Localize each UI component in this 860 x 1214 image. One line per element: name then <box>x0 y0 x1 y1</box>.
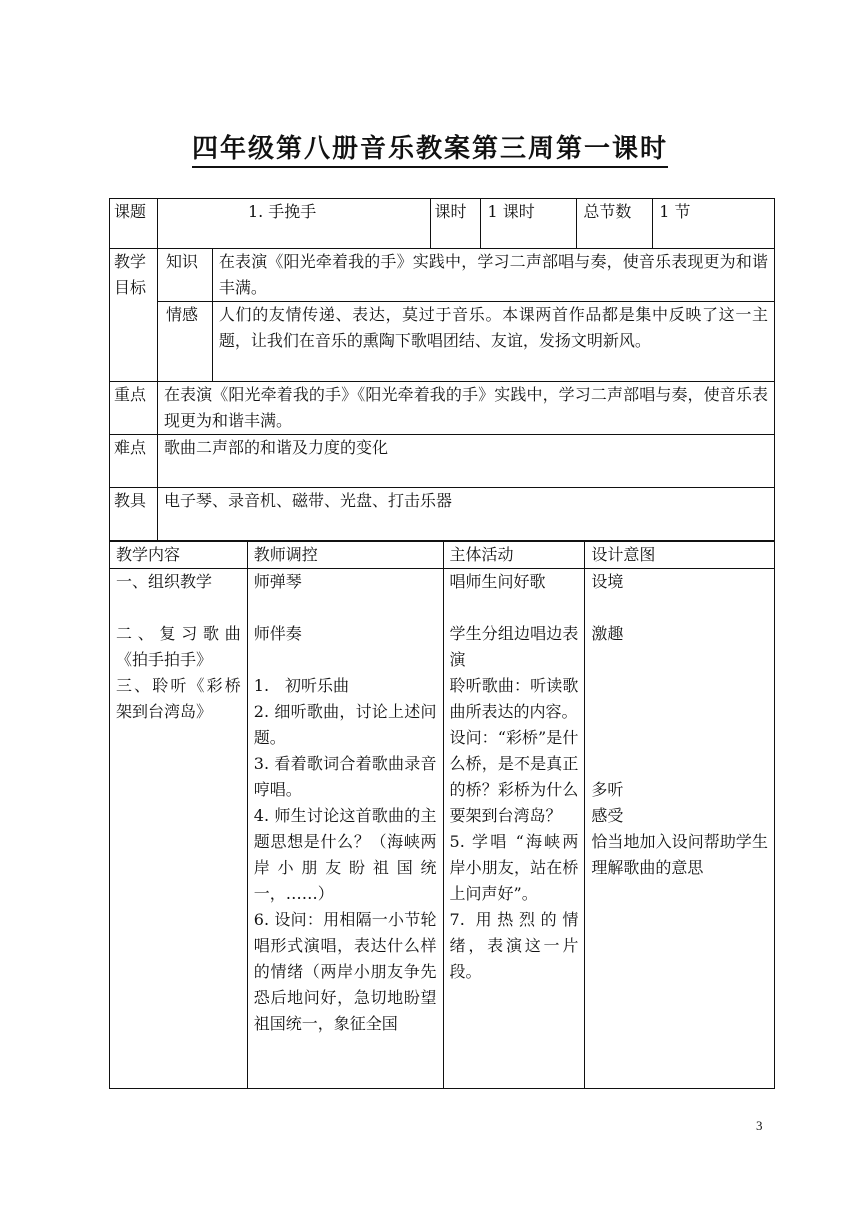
teacher-step: 师弹琴 <box>253 572 302 591</box>
process-table <box>109 541 775 1089</box>
tools-label: 教具 <box>110 488 158 541</box>
student-activity: 唱师生问好歌 <box>449 572 546 591</box>
header-intent: 设计意图 <box>585 542 775 569</box>
student-activity: 聆听歌曲：听读歌曲所表达的内容。 <box>449 676 579 721</box>
knowledge-text: 在表演《阳光牵着我的手》实践中，学习二声部唱与奏，使音乐表现更为和谐丰满。 <box>212 249 774 302</box>
key-text: 在表演《阳光牵着我的手》《阳光牵着我的手》实践中，学习二声部唱与奏，使音乐表现更为和谐丰满。 <box>157 382 774 435</box>
lesson-info-table <box>109 198 775 541</box>
difficulty-text: 歌曲二声部的和谐及力度的变化 <box>157 435 774 488</box>
emotion-label: 情感 <box>157 302 212 382</box>
student-activity: 5. 学唱 “海峡两岸小朋友，站在桥上问声好”。 <box>449 832 579 903</box>
knowledge-label: 知识 <box>157 249 212 302</box>
page-title <box>0 128 860 165</box>
tools-text: 电子琴、录音机、磁带、光盘、打击乐器 <box>157 488 774 541</box>
student-activity: 设问：“彩桥”是什么桥，是不是真正的桥？彩桥为什么要架到台湾岛？ <box>449 728 579 825</box>
goal-label: 教学目标 <box>110 249 158 382</box>
difficulty-label: 难点 <box>110 435 158 488</box>
key-label: 重点 <box>110 382 158 435</box>
topic-row <box>110 199 775 249</box>
teacher-step: 2. 细听歌曲，讨论上述问题。 <box>253 702 437 747</box>
header-teacher: 教师调控 <box>247 542 443 569</box>
teacher-step: 1. 初听乐曲 <box>253 676 350 695</box>
intent-note: 多听 <box>591 780 624 799</box>
page-title-text: 四年级第八册音乐教案第三周第一课时 <box>192 134 668 168</box>
page-number: 3 <box>756 1118 763 1133</box>
period-value: 1 课时 <box>481 199 577 249</box>
intent-note: 感受 <box>591 806 624 825</box>
total-label: 总节数 <box>577 199 653 249</box>
intent-note: 激趣 <box>591 624 624 643</box>
content-item: 一、组织教学 <box>116 572 213 591</box>
topic-label: 课题 <box>110 199 158 249</box>
difficulty-row <box>110 435 775 488</box>
student-activity: 7. 用热烈的情绪，表演这一片段。 <box>449 910 579 981</box>
content-item: 三、聆听《彩桥架到台湾岛》 <box>116 676 241 721</box>
total-value: 1 节 <box>653 199 775 249</box>
teacher-step: 6. 设问：用相隔一小节轮唱形式演唱，表达什么样的情绪（两岸小朋友争先恐后地问好，急切地盼望祖国统一，象征全国 <box>253 910 437 1033</box>
knowledge-row <box>110 249 775 302</box>
intent-note: 恰当地加入设问帮助学生理解歌曲的意思 <box>591 832 768 877</box>
topic-value: 1. 手挽手 <box>157 199 430 249</box>
process-header-row <box>110 542 775 569</box>
emotion-text: 人们的友情传递、表达，莫过于音乐。本课两首作品都是集中反映了这一主题，让我们在音乐的熏陶下歌唱团结、友谊，发扬文明新风。 <box>212 302 774 382</box>
header-content: 教学内容 <box>110 542 248 569</box>
intent-cell <box>585 569 775 1089</box>
intent-note: 设境 <box>591 572 624 591</box>
header-student: 主体活动 <box>443 542 585 569</box>
teacher-step: 师伴奏 <box>253 624 302 643</box>
period-label: 课时 <box>430 199 481 249</box>
teacher-step: 4. 师生讨论这首歌曲的主题思想是什么？（海峡两岸小朋友盼祖国统一，……） <box>253 806 437 903</box>
tools-row <box>110 488 775 541</box>
student-activity: 学生分组边唱边表演 <box>449 624 579 669</box>
teacher-cell <box>247 569 443 1089</box>
key-row <box>110 382 775 435</box>
process-body-row <box>110 569 775 1089</box>
student-cell <box>443 569 585 1089</box>
teacher-step: 3. 看着歌词合着歌曲录音哼唱。 <box>253 754 437 799</box>
content-item: 二、复习歌曲《拍手拍手》 <box>116 624 241 669</box>
content-cell <box>110 569 248 1089</box>
emotion-row <box>110 302 775 382</box>
